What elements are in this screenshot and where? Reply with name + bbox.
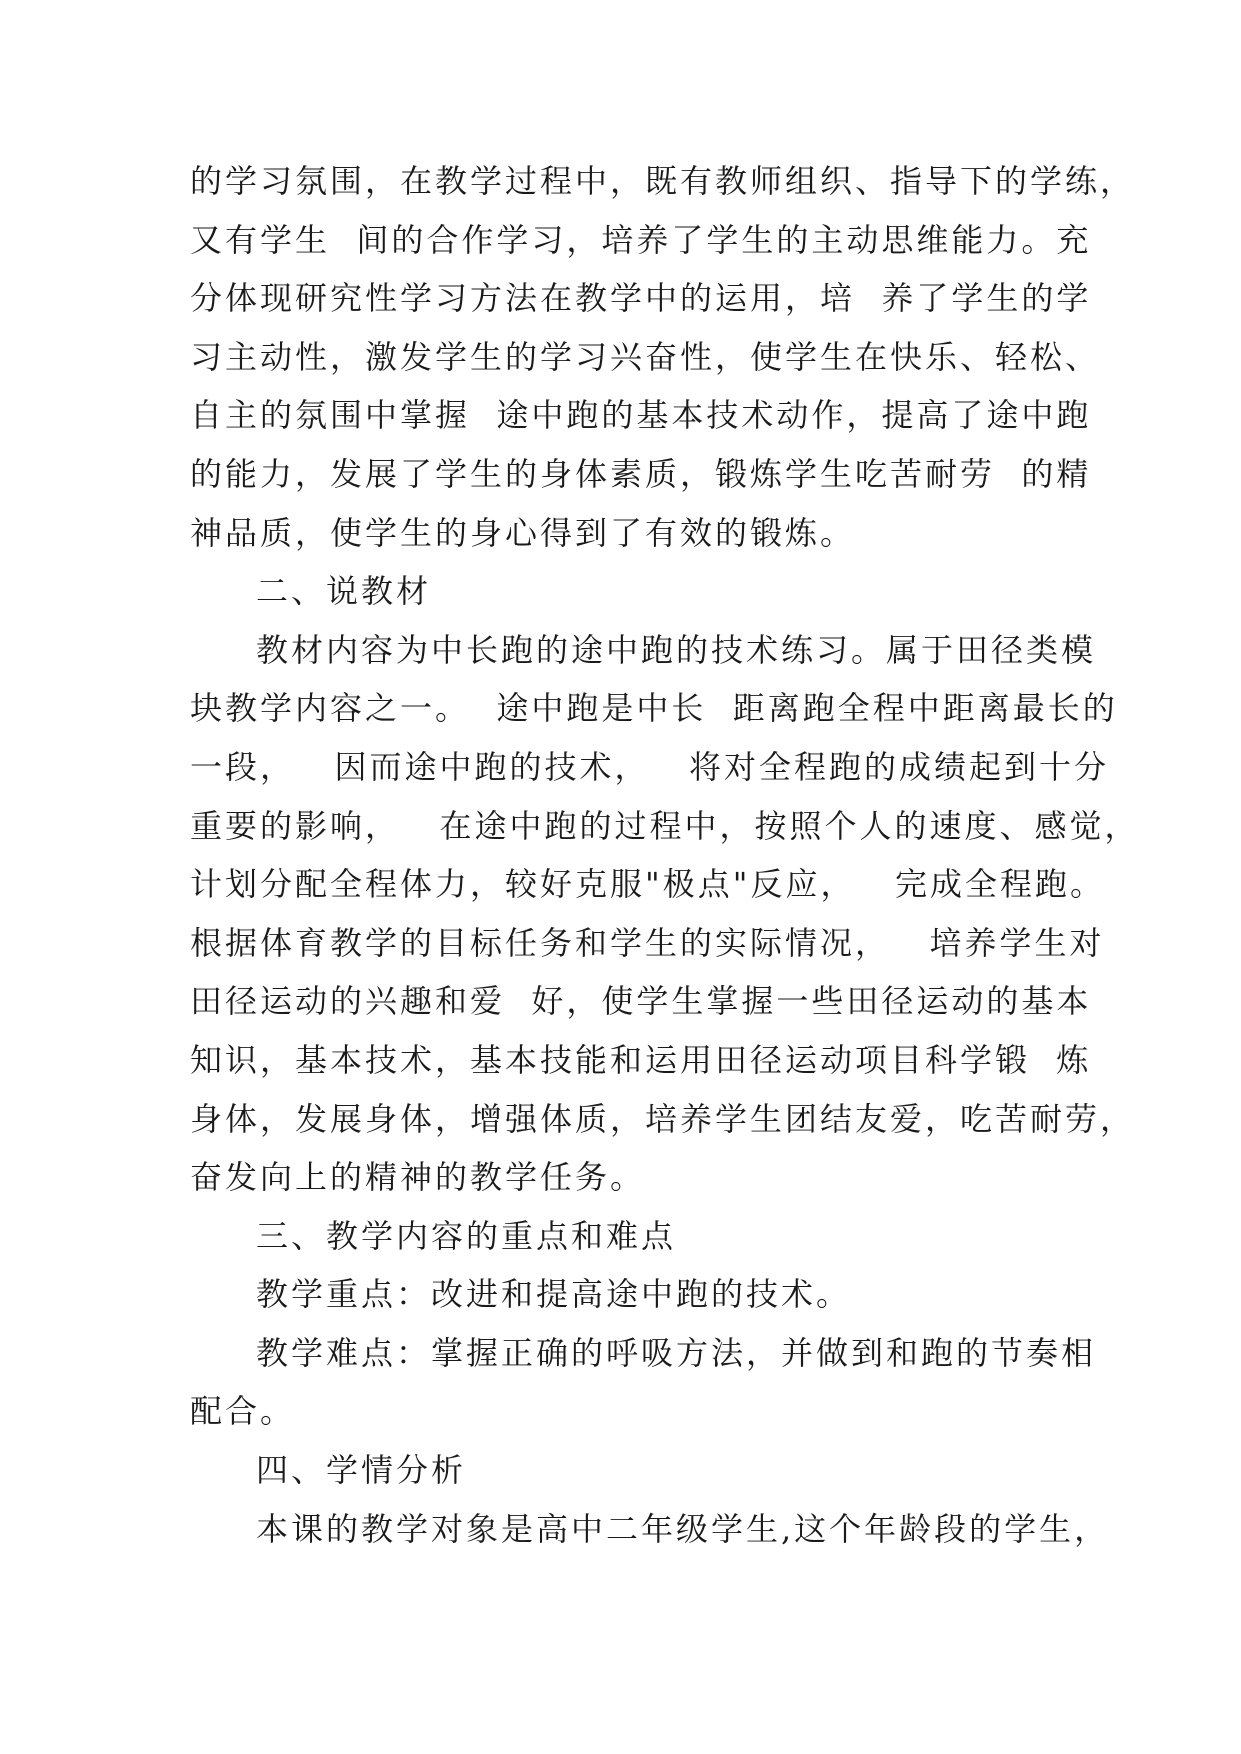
text-line: 教学难点：掌握正确的呼吸方法，并做到和跑的节奏相 [256,1333,1097,1372]
text-line: 奋发向上的精神的教学任务。 [190,1158,646,1197]
section-heading-key-points: 三、教学内容的重点和难点 [256,1216,677,1255]
text-line: 的学习氛围，在教学过程中，既有教师组织、指导下的学练， [190,162,1136,200]
text-line: 一段， 因而途中跑的技术， 将对全程跑的成绩起到十分 [190,747,1110,786]
section-heading-student-analysis: 四、学情分析 [256,1451,467,1490]
text-line: 又有学生 间的合作学习，培养了学生的主动思维能力。充 [190,220,1092,259]
text-line: 教材内容为中长跑的途中跑的技术练习。属于田径类模 [256,630,1097,669]
text-line: 神品质，使学生的身心得到了有效的锻炼。 [190,513,856,552]
text-line: 教学重点：改进和提高途中跑的技术。 [256,1275,852,1314]
section-heading-textbook: 二、说教材 [256,572,432,611]
text-line: 自主的氛围中掌握 途中跑的基本技术动作，提高了途中跑 [190,396,1092,435]
text-line: 的能力，发展了学生的身体素质，锻炼学生吃苦耐劳 的精 [190,454,1092,493]
text-line: 分体现研究性学习方法在教学中的运用，培 养了学生的学 [190,279,1092,318]
text-line: 计划分配全程体力，较好克服"极点"反应， 完成全程跑。 [190,865,1105,904]
text-line: 配合。 [190,1392,296,1431]
text-line: 身体，发展身体，增强体质，培养学生团结友爱，吃苦耐劳， [190,1099,1136,1138]
text-line: 块教学内容之一。 途中跑是中长 距离跑全程中距离最长的 [190,689,1118,728]
text-line: 重要的影响， 在途中跑的过程中，按照个人的速度、感觉， [190,806,1140,845]
body-text [190,152,1140,1558]
text-line: 知识，基本技术，基本技能和运用田径运动项目科学锻 炼 [190,1040,1092,1079]
text-line: 习主动性，激发学生的学习兴奋性，使学生在快乐、轻松、 [190,337,1101,376]
text-line: 田径运动的兴趣和爱 好，使学生掌握一些田径运动的基本 [190,982,1092,1021]
text-line: 本课的教学对象是高中二年级学生,这个年龄段的学生， [256,1509,1110,1548]
text-line: 根据体育教学的目标任务和学生的实际情况， 培养学生对 [190,923,1105,962]
